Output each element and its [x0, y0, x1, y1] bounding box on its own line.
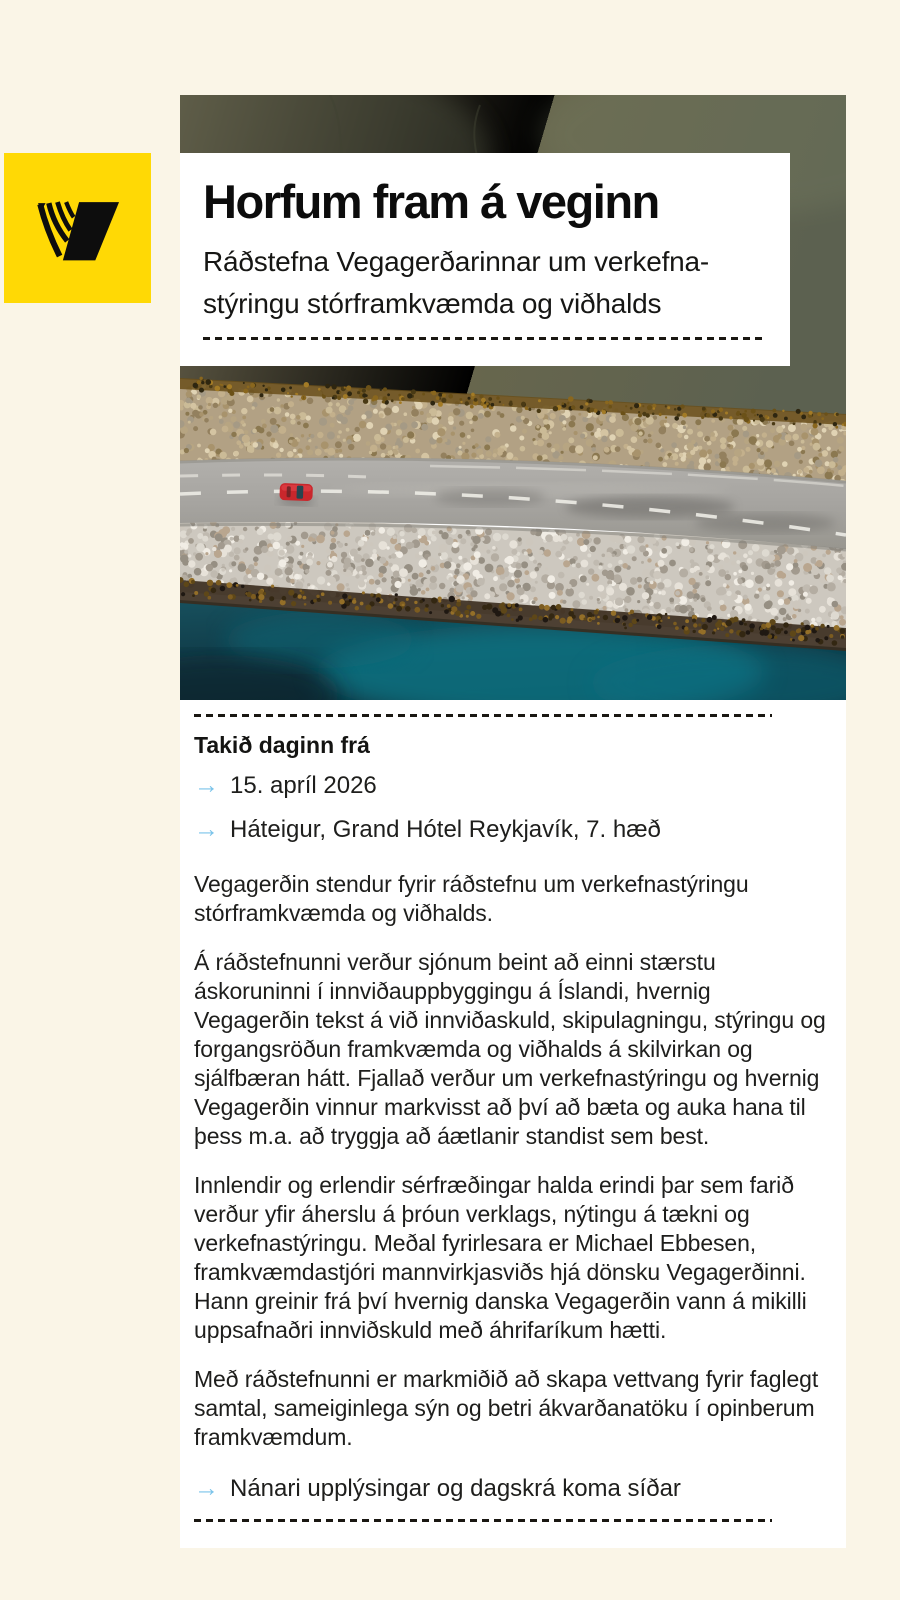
body-paragraph: Vegagerðin stendur fyrir ráðstefnu um verkefnastýringu stórframkvæmda og viðhalds. [194, 871, 749, 926]
more-info-item [194, 1474, 830, 1503]
vegagerdin-logo [4, 153, 151, 303]
arrow-icon: → [194, 771, 219, 799]
red-car [278, 483, 315, 506]
dashed-divider [203, 337, 766, 340]
newsletter-body [180, 700, 846, 1548]
hero-subtitle [203, 241, 766, 325]
schedule-date-label: 15. apríl 2026 [230, 772, 377, 799]
hero-subtitle-line1: Ráðstefna Vegagerðarinnar um verkefna- [203, 246, 710, 277]
schedule-item-location [194, 815, 830, 844]
schedule-location-label: Háteigur, Grand Hótel Reykjavík, 7. hæð [230, 816, 661, 843]
schedule-item-date [194, 771, 830, 800]
hero-subtitle-line2: stýringu stórframkvæmda og viðhalds [203, 288, 662, 319]
body-paragraph: Innlendir og erlendir sérfræðingar halda erindi þar sem farið verður yfir áherslu á þróun verklags, nýtingu á tækni og verkefnastýringu. Meðal fyrirlesara er Michael Ebbesen, framkvæmdastjóri mannvirkjasviðs hjá dönsku Vegagerðinni. Hann greinir frá því hvernig danska Vegagerðin vann á mikilli uppsafnaðri innviðskuld með áhrifaríkum hætti. [194, 1172, 807, 1343]
page-title: Horfum fram á veginn [203, 175, 659, 228]
body-paragraph: Á ráðstefnunni verður sjónum beint að einni stærstu áskoruninni í innviðauppbyggingu á Íslandi, hvernig Vegagerðin tekst á við innviðaskuld, skipulagningu, stýringu og forgangsröðun framkvæmda og viðhalds á skilvirkan og sjálfbæran hátt. Fjallað verður um verkefnastýringu og hvernig Vegagerðin vinnur markvisst að því að bæta og auka hana til þess m.a. að tryggja að áætlanir standist sem best. [194, 949, 826, 1149]
body-paragraph: Með ráðstefnunni er markmiðið að skapa vettvang fyrir faglegt samtal, sameiginlega sýn og betri ákvarðanatöku í opinberum framkvæmdum. [194, 1366, 819, 1450]
save-the-date-heading: Takið daginn frá [194, 732, 370, 758]
more-info-label: Nánari upplýsingar og dagskrá koma síðar [230, 1475, 681, 1502]
arrow-icon: → [194, 1474, 219, 1502]
content-column [180, 95, 846, 1548]
dashed-divider [194, 1519, 772, 1522]
dashed-divider [194, 714, 772, 717]
arrow-icon: → [194, 815, 219, 843]
vegagerdin-logo-icon [24, 174, 132, 282]
hero-card [180, 153, 790, 366]
